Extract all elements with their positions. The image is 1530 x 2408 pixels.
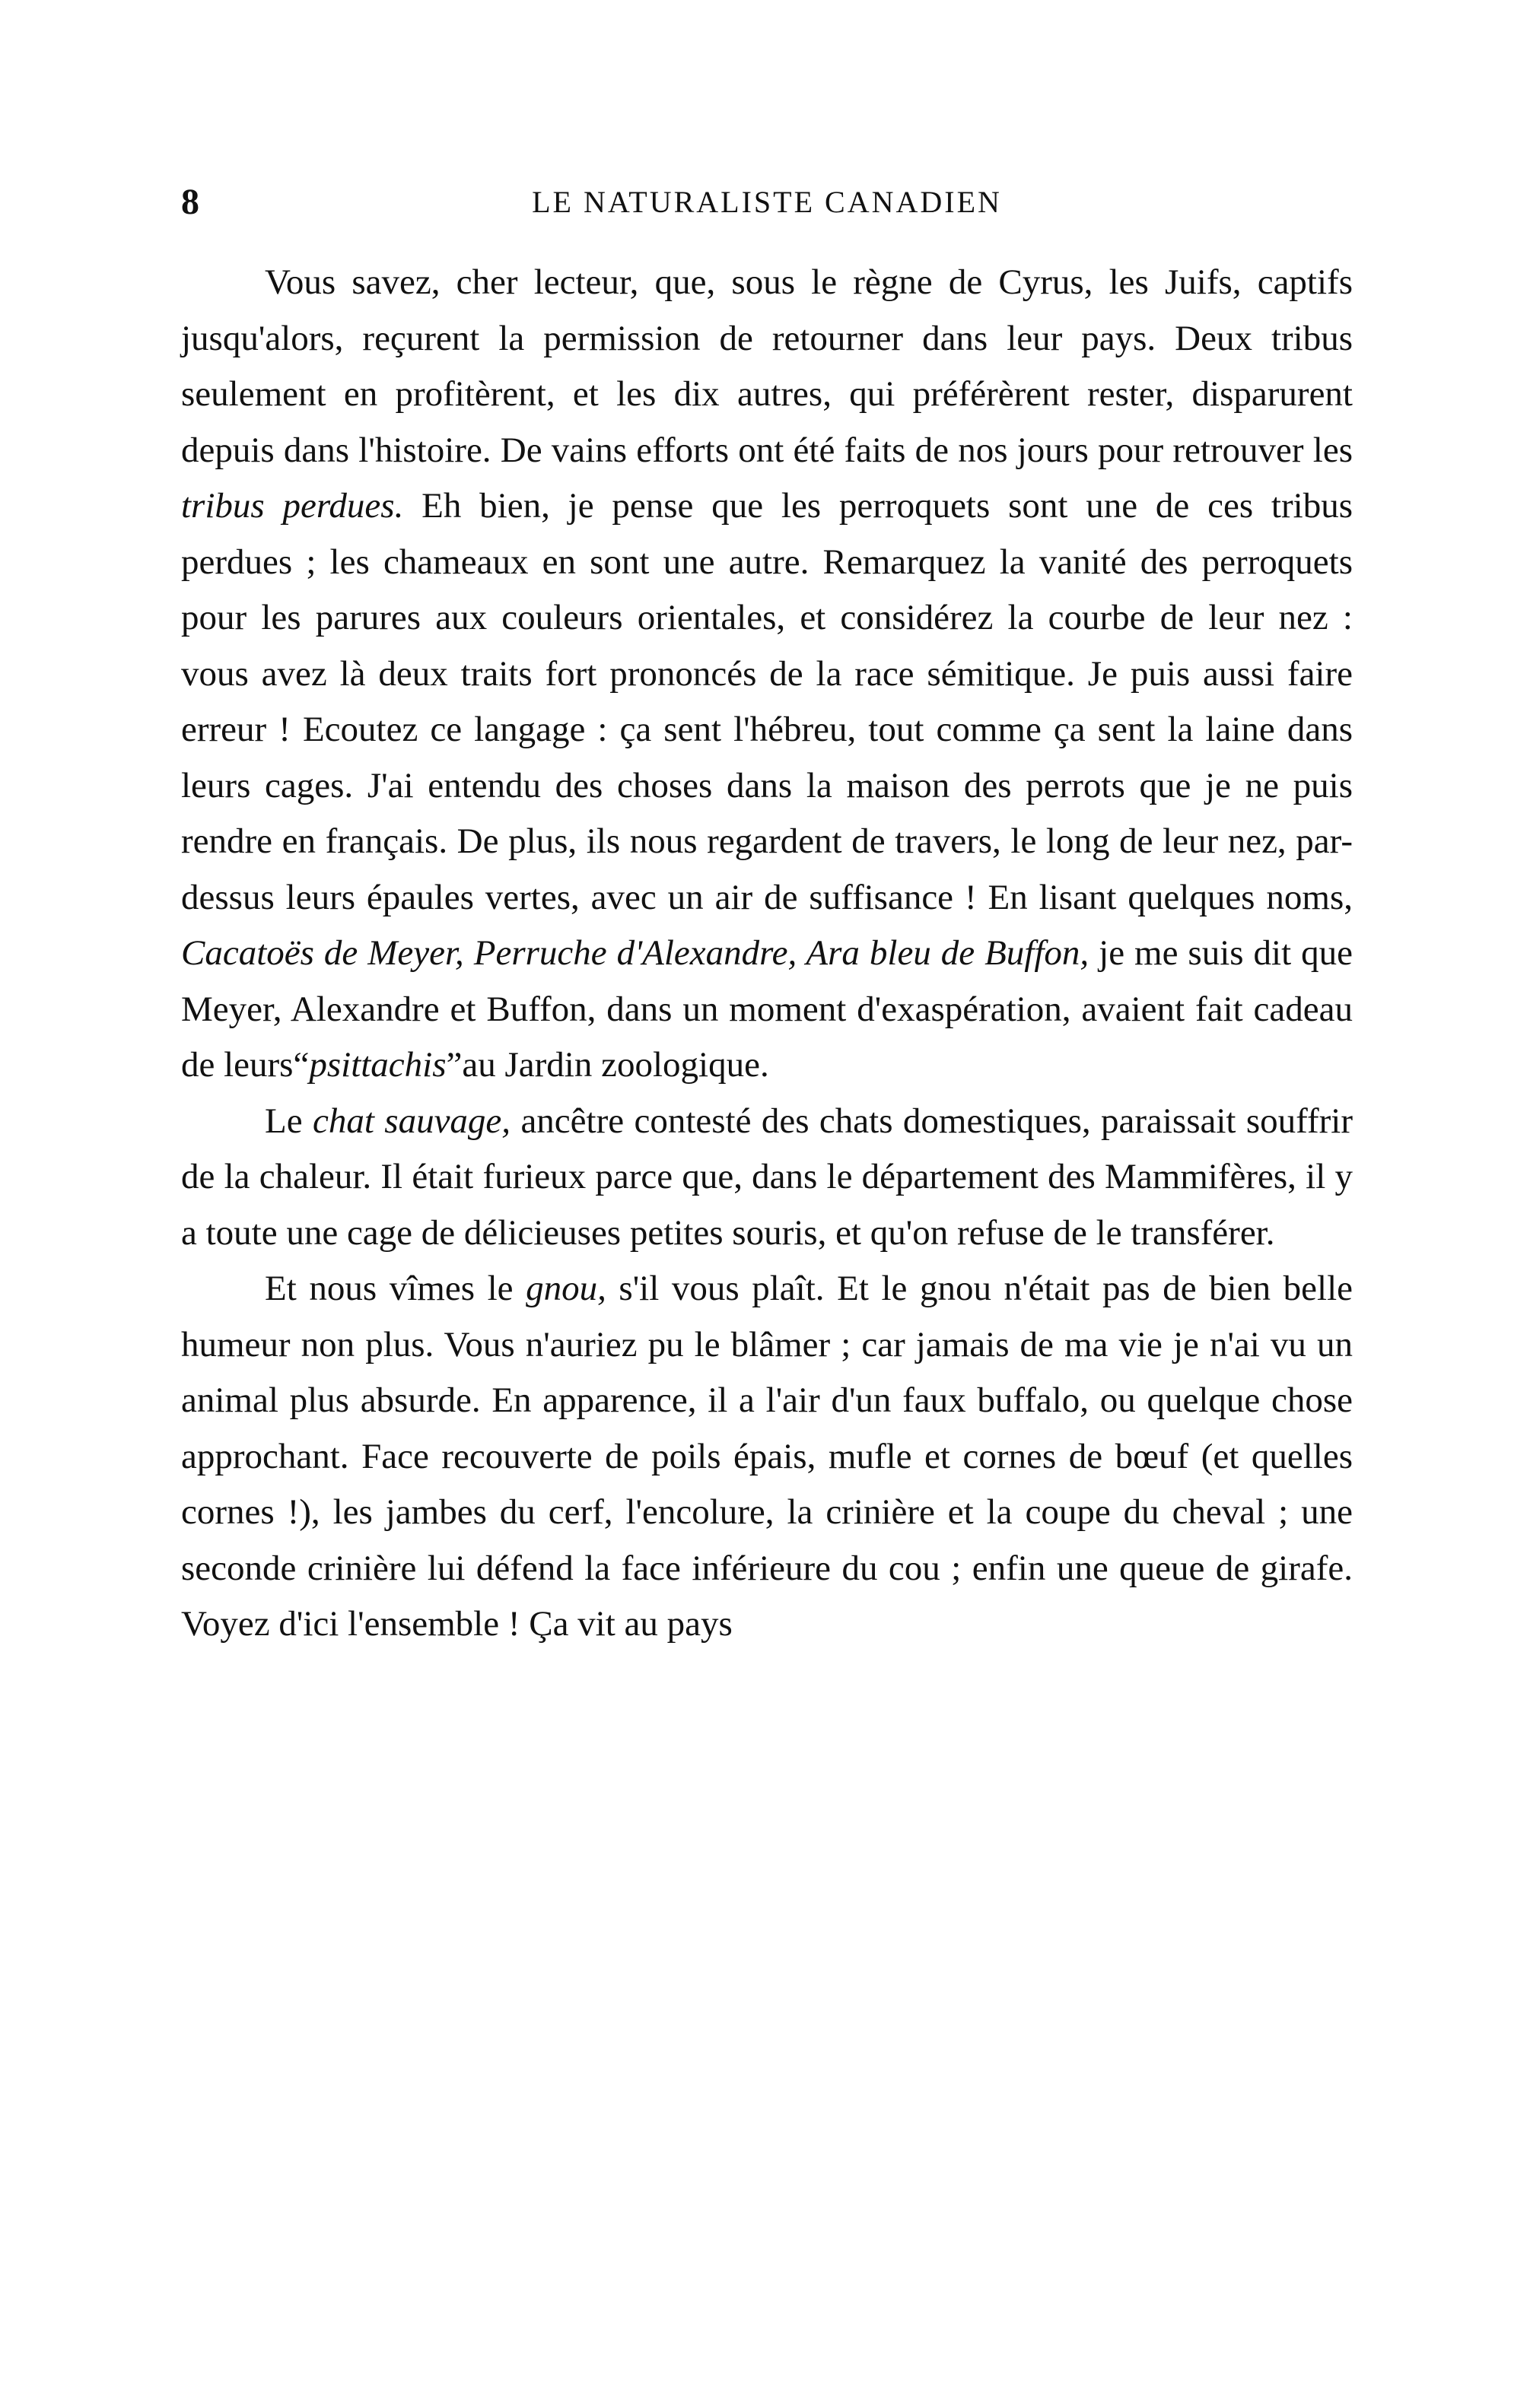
page-header bbox=[181, 179, 1353, 225]
text-segment: je me suis dit que Meyer, Alexandre et Buffon, dans un moment d'exaspération, avaient fait cadeau de leurs“ bbox=[181, 933, 1353, 1085]
paragraph-wildcat bbox=[181, 1094, 1353, 1262]
italic-segment: chat sauvage, bbox=[312, 1101, 511, 1141]
text-segment: ”au Jardin zoologique. bbox=[446, 1045, 769, 1085]
italic-segment: tribus perdues. bbox=[181, 486, 404, 526]
text-segment: Le bbox=[265, 1101, 313, 1141]
italic-segment: psittachis bbox=[309, 1045, 447, 1085]
page-number: 8 bbox=[181, 182, 199, 222]
paragraph-gnu bbox=[181, 1261, 1353, 1653]
italic-segment: Cacatoës de Meyer, Perruche d'Alexandre, Ara bleu de Buffon, bbox=[181, 933, 1089, 973]
text-segment: Eh bien, je pense que les perroquets sont une de ces tribus perdues ; les chameaux en sont une autre. Remarquez la vanité des perroquets pour les parures aux couleurs orientales, et considérez la courbe de leur nez : vous avez là deux traits fort prononcés de la race sémitique. Je puis aussi faire erreur ! Ecoutez ce langage : ça sent l'hébreu, tout comme ça sent la laine dans leurs cages. J'ai entendu des choses dans la maison des perrots que je ne puis rendre en français. De plus, ils nous regardent de travers, le long de leur nez, par-dessus leurs épaules vertes, avec un air de suffisance ! En lisant quelques noms, bbox=[181, 486, 1353, 917]
body-text bbox=[181, 255, 1353, 1653]
text-segment: ancêtre contesté des chats domestiques, paraissait souffrir de la chaleur. Il était furieux parce que, dans le département des Mammifères, il y a toute une cage de délicieuses petites souris, et qu'on refuse de le transférer. bbox=[181, 1101, 1353, 1253]
text-segment: s'il vous plaît. Et le gnou n'était pas de bien belle humeur non plus. Vous n'auriez pu le blâmer ; car jamais de ma vie je n'ai vu un animal plus absurde. En apparence, il a l'air d'un faux buffalo, ou quelque chose approchant. Face recouverte de poils épais, mufle et cornes de bœuf (et quelles cornes !), les jambes du cerf, l'encolure, la crinière et la coupe du cheval ; une seconde crinière lui défend la face inférieure du cou ; enfin une queue de girafe. Voyez d'ici l'ensemble ! Ça vit au pays bbox=[181, 1269, 1353, 1644]
paragraph-parrots bbox=[181, 255, 1353, 1094]
italic-segment: gnou, bbox=[526, 1269, 606, 1308]
text-segment: Vous savez, cher lecteur, que, sous le règne de Cyrus, les Juifs, captifs jusqu'alors, reçurent la permission de retourner dans leur pays. Deux tribus seulement en profitèrent, et les dix autres, qui préférèrent rester, disparurent depuis dans l'histoire. De vains efforts ont été faits de nos jours pour retrouver les bbox=[181, 262, 1353, 470]
text-segment: Et nous vîmes le bbox=[265, 1269, 526, 1308]
running-title: LE NATURALISTE CANADIEN bbox=[532, 185, 1002, 219]
